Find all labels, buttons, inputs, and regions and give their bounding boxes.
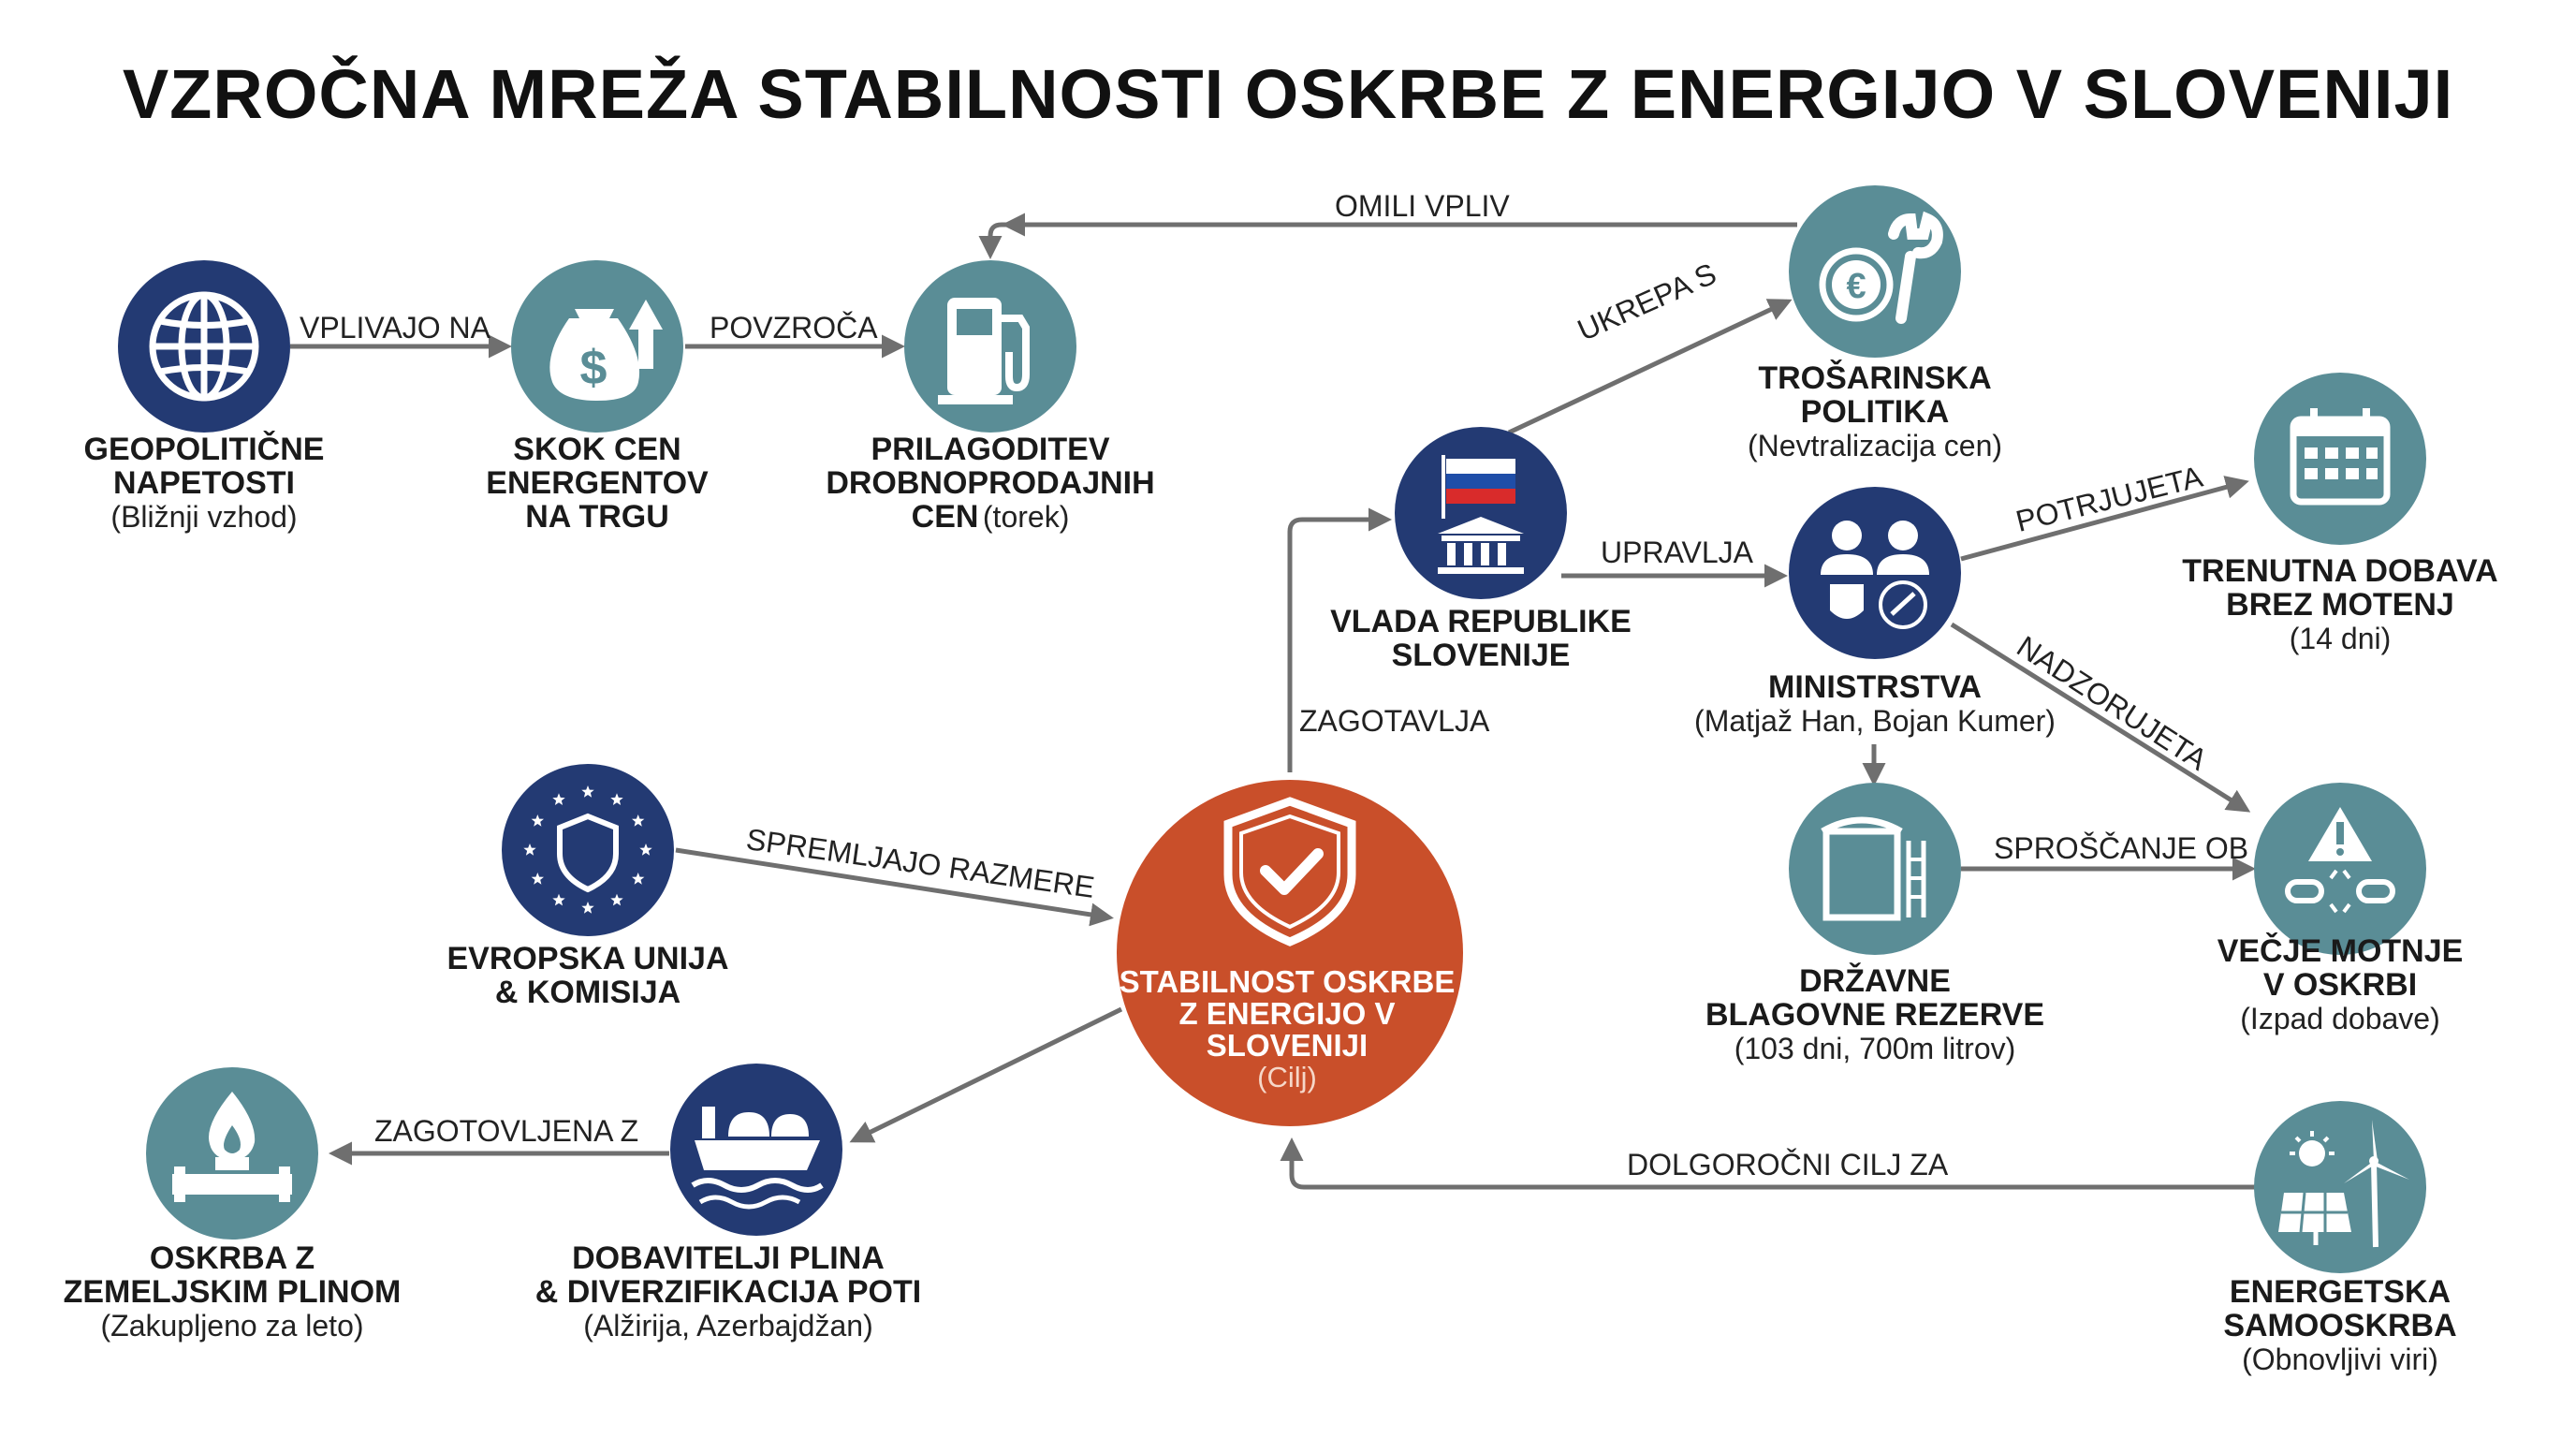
edge-label-nadzoruje: NADZORUJETA xyxy=(2011,629,2214,777)
edge-label-omili: OMILI VPLIV xyxy=(1335,189,1510,223)
node-geo xyxy=(118,260,290,433)
label-prilag: PRILAGODITEV DROBNOPRODAJNIH CEN (torek) xyxy=(826,432,1155,535)
node-vlada xyxy=(1395,427,1567,599)
label-tros: TROŠARINSKA POLITIKA (Nevtralizacija cen) xyxy=(1747,360,2003,462)
node-dobav xyxy=(670,1064,842,1236)
label-eu: EVROPSKA UNIJA & KOMISIJA xyxy=(446,941,729,1010)
node-prilag xyxy=(904,260,1076,433)
edge-label-upravlja: UPRAVLJA xyxy=(1601,536,1754,569)
edge-label-ukrepa: UKREPA S xyxy=(1573,256,1721,347)
edge-label-potrjuje: POTRJUJETA xyxy=(2012,459,2206,538)
node-samo xyxy=(2254,1101,2426,1273)
node-plin xyxy=(146,1067,318,1240)
label-center: STABILNOST OSKRBE Z ENERGIJO V SLOVENIJI (Cilj) xyxy=(1119,964,1456,1093)
svg-text:$: $ xyxy=(579,341,607,395)
node-eu xyxy=(502,764,674,936)
node-tros xyxy=(1789,185,1961,358)
label-vlada: VLADA REPUBLIKE SLOVENIJE xyxy=(1330,604,1632,673)
page-title: VZROČNA MREŽA STABILNOSTI OSKRBE Z ENERGIJO V SLOVENIJI xyxy=(122,55,2454,133)
label-dobav: DOBAVITELJI PLINA & DIVERZIFIKACIJA POTI (Alžirija, Azerbajdžan) xyxy=(534,1240,922,1343)
edge-label-zagotavlja: ZAGOTAVLJA xyxy=(1299,704,1490,738)
node-minis xyxy=(1789,487,1961,659)
node-trenut xyxy=(2254,373,2426,545)
label-trenut: TRENUTNA DOBAVA BREZ MOTENJ (14 dni) xyxy=(2182,553,2498,655)
label-geo: GEOPOLITIČNE NAPETOSTI (Bližnji vzhod) xyxy=(83,432,325,534)
label-skok: SKOK CEN ENERGENTOV NA TRGU xyxy=(486,432,709,535)
edge-label-vplivajo: VPLIVAJO NA xyxy=(300,311,490,345)
label-rezerve: DRŽAVNE BLAGOVNE REZERVE (103 dni, 700m litrov) xyxy=(1705,963,2045,1065)
edge-label-spremljajo: SPREMLJAJO RAZMERE xyxy=(743,822,1097,904)
label-samo: ENERGETSKA SAMOOSKRBA (Obnovljivi viri) xyxy=(2223,1274,2457,1376)
edge-label-povzroca: POVZROČA xyxy=(710,311,878,345)
edge-label-dolgorocni: DOLGOROČNI CILJ ZA xyxy=(1627,1148,1949,1181)
node-motnje xyxy=(2254,783,2426,955)
edge-label-sproscanje: SPROŠČANJE OB xyxy=(1994,831,2249,865)
edge-tros-prilag xyxy=(990,225,1797,255)
label-plin: OSKRBA Z ZEMELJSKIM PLINOM (Zakupljeno za leto) xyxy=(63,1240,402,1343)
node-rezerve xyxy=(1789,783,1961,955)
label-minis: MINISTRSTVA (Matjaž Han, Bojan Kumer) xyxy=(1694,669,2056,738)
label-motnje: VEČJE MOTNJE V OSKRBI (Izpad dobave) xyxy=(2217,933,2464,1035)
node-skok xyxy=(511,260,683,433)
globe-icon xyxy=(153,295,256,398)
edge-center-dobav xyxy=(854,1009,1121,1140)
edge-label-zagotovljena: ZAGOTOVLJENA Z xyxy=(374,1114,639,1148)
svg-text:€: € xyxy=(1846,267,1866,306)
